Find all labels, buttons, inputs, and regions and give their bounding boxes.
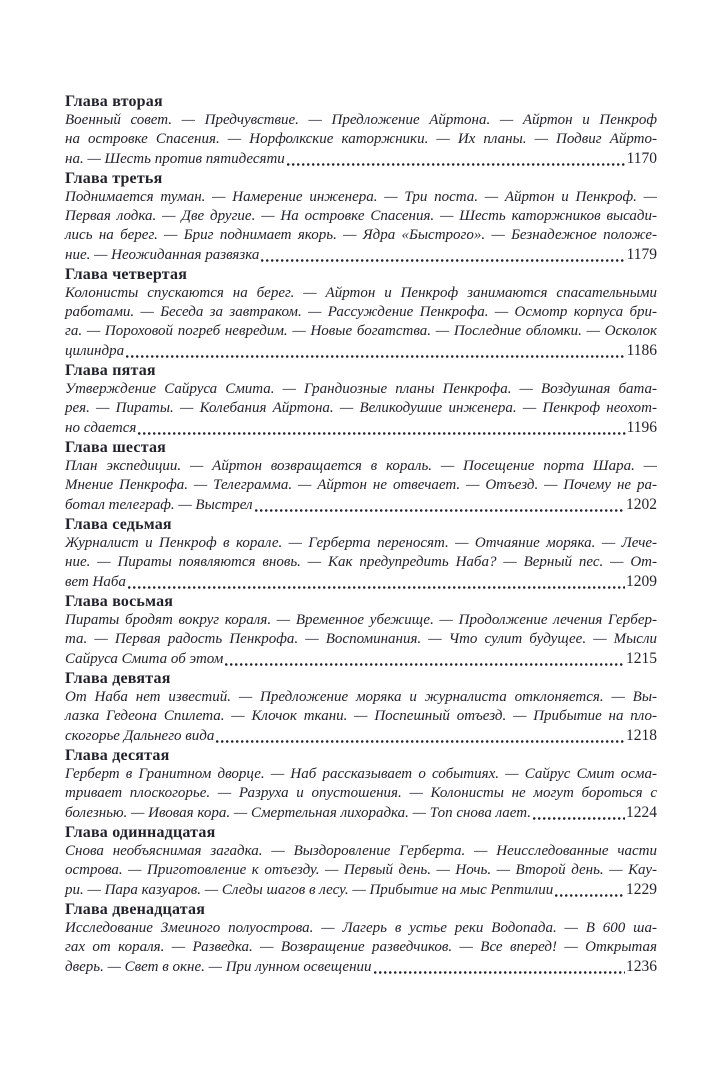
toc-entry bbox=[65, 169, 657, 265]
chapter-summary-line: Герберт в Гранитном дворце. — Наб рассказывает о событиях. — Сайрус Смит осма- bbox=[65, 766, 657, 782]
dot-leader bbox=[138, 432, 625, 435]
chapter-summary-text: Сайруса Смита об этом bbox=[65, 651, 224, 667]
chapter-summary-text: болезнью. — Ивовая кора. — Смертельная лихорадка. — Топ снова лает. bbox=[65, 805, 532, 821]
chapter-summary-line: острова. — Приготовление к отъезду. — Первый день. — Ночь. — Второй день. — Кау- bbox=[65, 862, 657, 878]
chapter-heading: Глава шестая bbox=[65, 439, 167, 456]
toc-entry bbox=[65, 265, 657, 361]
dot-leader bbox=[255, 509, 625, 512]
chapter-summary-line: Первая лодка. — Две другие. — На островке Спасения. — Шесть каторжников высади- bbox=[65, 208, 657, 224]
chapter-last-line bbox=[65, 726, 657, 746]
dot-leader bbox=[374, 971, 625, 974]
page-number: 1202 bbox=[626, 496, 657, 513]
toc-entry bbox=[65, 592, 657, 669]
chapter-summary-line: План экспедиции. — Айртон возвращается в кораль. — Посещение порта Шара. — bbox=[65, 458, 657, 474]
page-number: 1186 bbox=[626, 342, 657, 359]
chapter-summary-line: на островке Спасения. — Норфолкские каторжники. — Их планы. — Подвиг Айрто- bbox=[65, 131, 657, 147]
chapter-summary-line: Пираты бродят вокруг кораля. — Временное убежище. — Продолжение лечения Гербер- bbox=[65, 612, 657, 628]
chapter-summary-line: гах от кораля. — Разведка. — Возвращение разведчиков. — Все вперед! — Открытая bbox=[65, 939, 657, 955]
chapter-summary-text: дверь. — Свет в окне. — При лунном освещении bbox=[65, 959, 372, 975]
toc-entry bbox=[65, 92, 657, 169]
chapter-summary-line: ние. — Пираты появляются вновь. — Как предупредить Наба? — Верный пес. — От- bbox=[65, 554, 657, 570]
dot-leader bbox=[533, 817, 625, 820]
chapter-heading: Глава восьмая bbox=[65, 593, 174, 610]
chapter-heading: Глава одиннадцатая bbox=[65, 824, 216, 841]
chapter-last-line bbox=[65, 341, 657, 361]
chapter-last-line bbox=[65, 149, 657, 169]
chapter-summary-text: ри. — Пара казуаров. — Следы шагов в лесу. — Прибытие на мыс Рептилии bbox=[65, 882, 554, 898]
chapter-summary-line: работами. — Беседа за завтраком. — Рассуждение Пенкрофа. — Осмотр корпуса бри- bbox=[65, 304, 657, 320]
chapter-summary-text: цилиндра bbox=[65, 343, 125, 359]
chapter-summary-line: От Наба нет известий. — Предложение моряка и журналиста отклоняется. — Вы- bbox=[65, 689, 657, 705]
chapter-heading: Глава девятая bbox=[65, 670, 171, 687]
page-number: 1196 bbox=[626, 419, 657, 436]
chapter-summary-line: Исследование Змеиного полуострова. — Лагерь в устье реки Водопада. — В 600 ша- bbox=[65, 920, 657, 936]
chapter-summary-text: ботал телеграф. — Выстрел bbox=[65, 497, 253, 513]
toc-list bbox=[65, 92, 657, 977]
dot-leader bbox=[225, 663, 625, 666]
toc-entry bbox=[65, 438, 657, 515]
chapter-last-line bbox=[65, 649, 657, 669]
chapter-summary-line: Снова необъяснимая загадка. — Выздоровление Герберта. — Неисследованные части bbox=[65, 843, 657, 859]
page-number: 1236 bbox=[626, 958, 657, 975]
page-number: 1215 bbox=[626, 650, 657, 667]
chapter-heading: Глава четвертая bbox=[65, 266, 188, 283]
chapter-summary-line: та. — Первая радость Пенкрофа. — Воспоминания. — Что сулит будущее. — Мысли bbox=[65, 631, 657, 647]
chapter-summary-line: рея. — Пираты. — Колебания Айртона. — Великодушие инженера. — Пенкроф неохот- bbox=[65, 400, 657, 416]
chapter-last-line bbox=[65, 418, 657, 438]
chapter-summary-line: лись на берег. — Бриг поднимает якорь. — Ядра «Быстрого». — Безнадежное положе- bbox=[65, 227, 657, 243]
chapter-summary-text: ние. — Неожиданная развязка bbox=[65, 247, 260, 263]
chapter-last-line bbox=[65, 495, 657, 515]
chapter-last-line bbox=[65, 572, 657, 592]
chapter-summary-line: Колонисты спускаются на берег. — Айртон и Пенкроф занимаются спасательными bbox=[65, 285, 657, 301]
page-number: 1170 bbox=[626, 150, 657, 167]
dot-leader bbox=[261, 259, 625, 262]
chapter-summary-line: тривает плоскогорье. — Разруха и опустошения. — Колонисты не могут бороться с bbox=[65, 785, 657, 801]
chapter-heading: Глава пятая bbox=[65, 362, 156, 379]
chapter-heading: Глава десятая bbox=[65, 747, 170, 764]
chapter-summary-line: Мнение Пенкрофа. — Телеграмма. — Айртон не отвечает. — Отъезд. — Почему не ра- bbox=[65, 477, 657, 493]
chapter-last-line bbox=[65, 957, 657, 977]
toc-entry bbox=[65, 361, 657, 438]
page-number: 1229 bbox=[626, 881, 657, 898]
dot-leader bbox=[216, 740, 625, 743]
chapter-last-line bbox=[65, 803, 657, 823]
chapter-last-line bbox=[65, 880, 657, 900]
page-number: 1218 bbox=[626, 727, 657, 744]
page-number: 1179 bbox=[626, 246, 657, 263]
dot-leader bbox=[126, 355, 625, 358]
chapter-heading: Глава вторая bbox=[65, 93, 163, 110]
chapter-last-line bbox=[65, 245, 657, 265]
chapter-summary-line: Утверждение Сайруса Смита. — Грандиозные планы Пенкрофа. — Воздушная бата- bbox=[65, 381, 657, 397]
chapter-summary-line: лазка Гедеона Спилета. — Клочок ткани. — Поспешный отъезд. — Прибытие на пло- bbox=[65, 708, 657, 724]
chapter-summary-line: Военный совет. — Предчувствие. — Предложение Айртона. — Айртон и Пенкроф bbox=[65, 112, 657, 128]
toc-entry bbox=[65, 515, 657, 592]
chapter-heading: Глава двенадцатая bbox=[65, 901, 206, 918]
dot-leader bbox=[555, 894, 625, 897]
chapter-summary-text: скогорье Дальнего вида bbox=[65, 728, 215, 744]
page-number: 1224 bbox=[626, 804, 657, 821]
page-number: 1209 bbox=[626, 573, 657, 590]
toc-entry bbox=[65, 746, 657, 823]
toc-entry bbox=[65, 669, 657, 746]
chapter-summary-line: Журналист и Пенкроф в корале. — Герберта переносят. — Отчаяние моряка. — Лече- bbox=[65, 535, 657, 551]
chapter-summary-line: га. — Пороховой погреб невредим. — Новые богатства. — Последние обломки. — Осколок bbox=[65, 323, 657, 339]
toc-entry bbox=[65, 900, 657, 977]
chapter-summary-text: вет Наба bbox=[65, 574, 126, 590]
dot-leader bbox=[287, 163, 626, 166]
chapter-heading: Глава седьмая bbox=[65, 516, 172, 533]
toc-entry bbox=[65, 823, 657, 900]
chapter-summary-text: но сдается bbox=[65, 420, 137, 436]
dot-leader bbox=[128, 586, 625, 589]
chapter-summary-line: Поднимается туман. — Намерение инженера. — Три поста. — Айртон и Пенкроф. — bbox=[65, 189, 657, 205]
chapter-summary-text: на. — Шесть против пятидесяти bbox=[65, 151, 285, 167]
chapter-heading: Глава третья bbox=[65, 170, 163, 187]
